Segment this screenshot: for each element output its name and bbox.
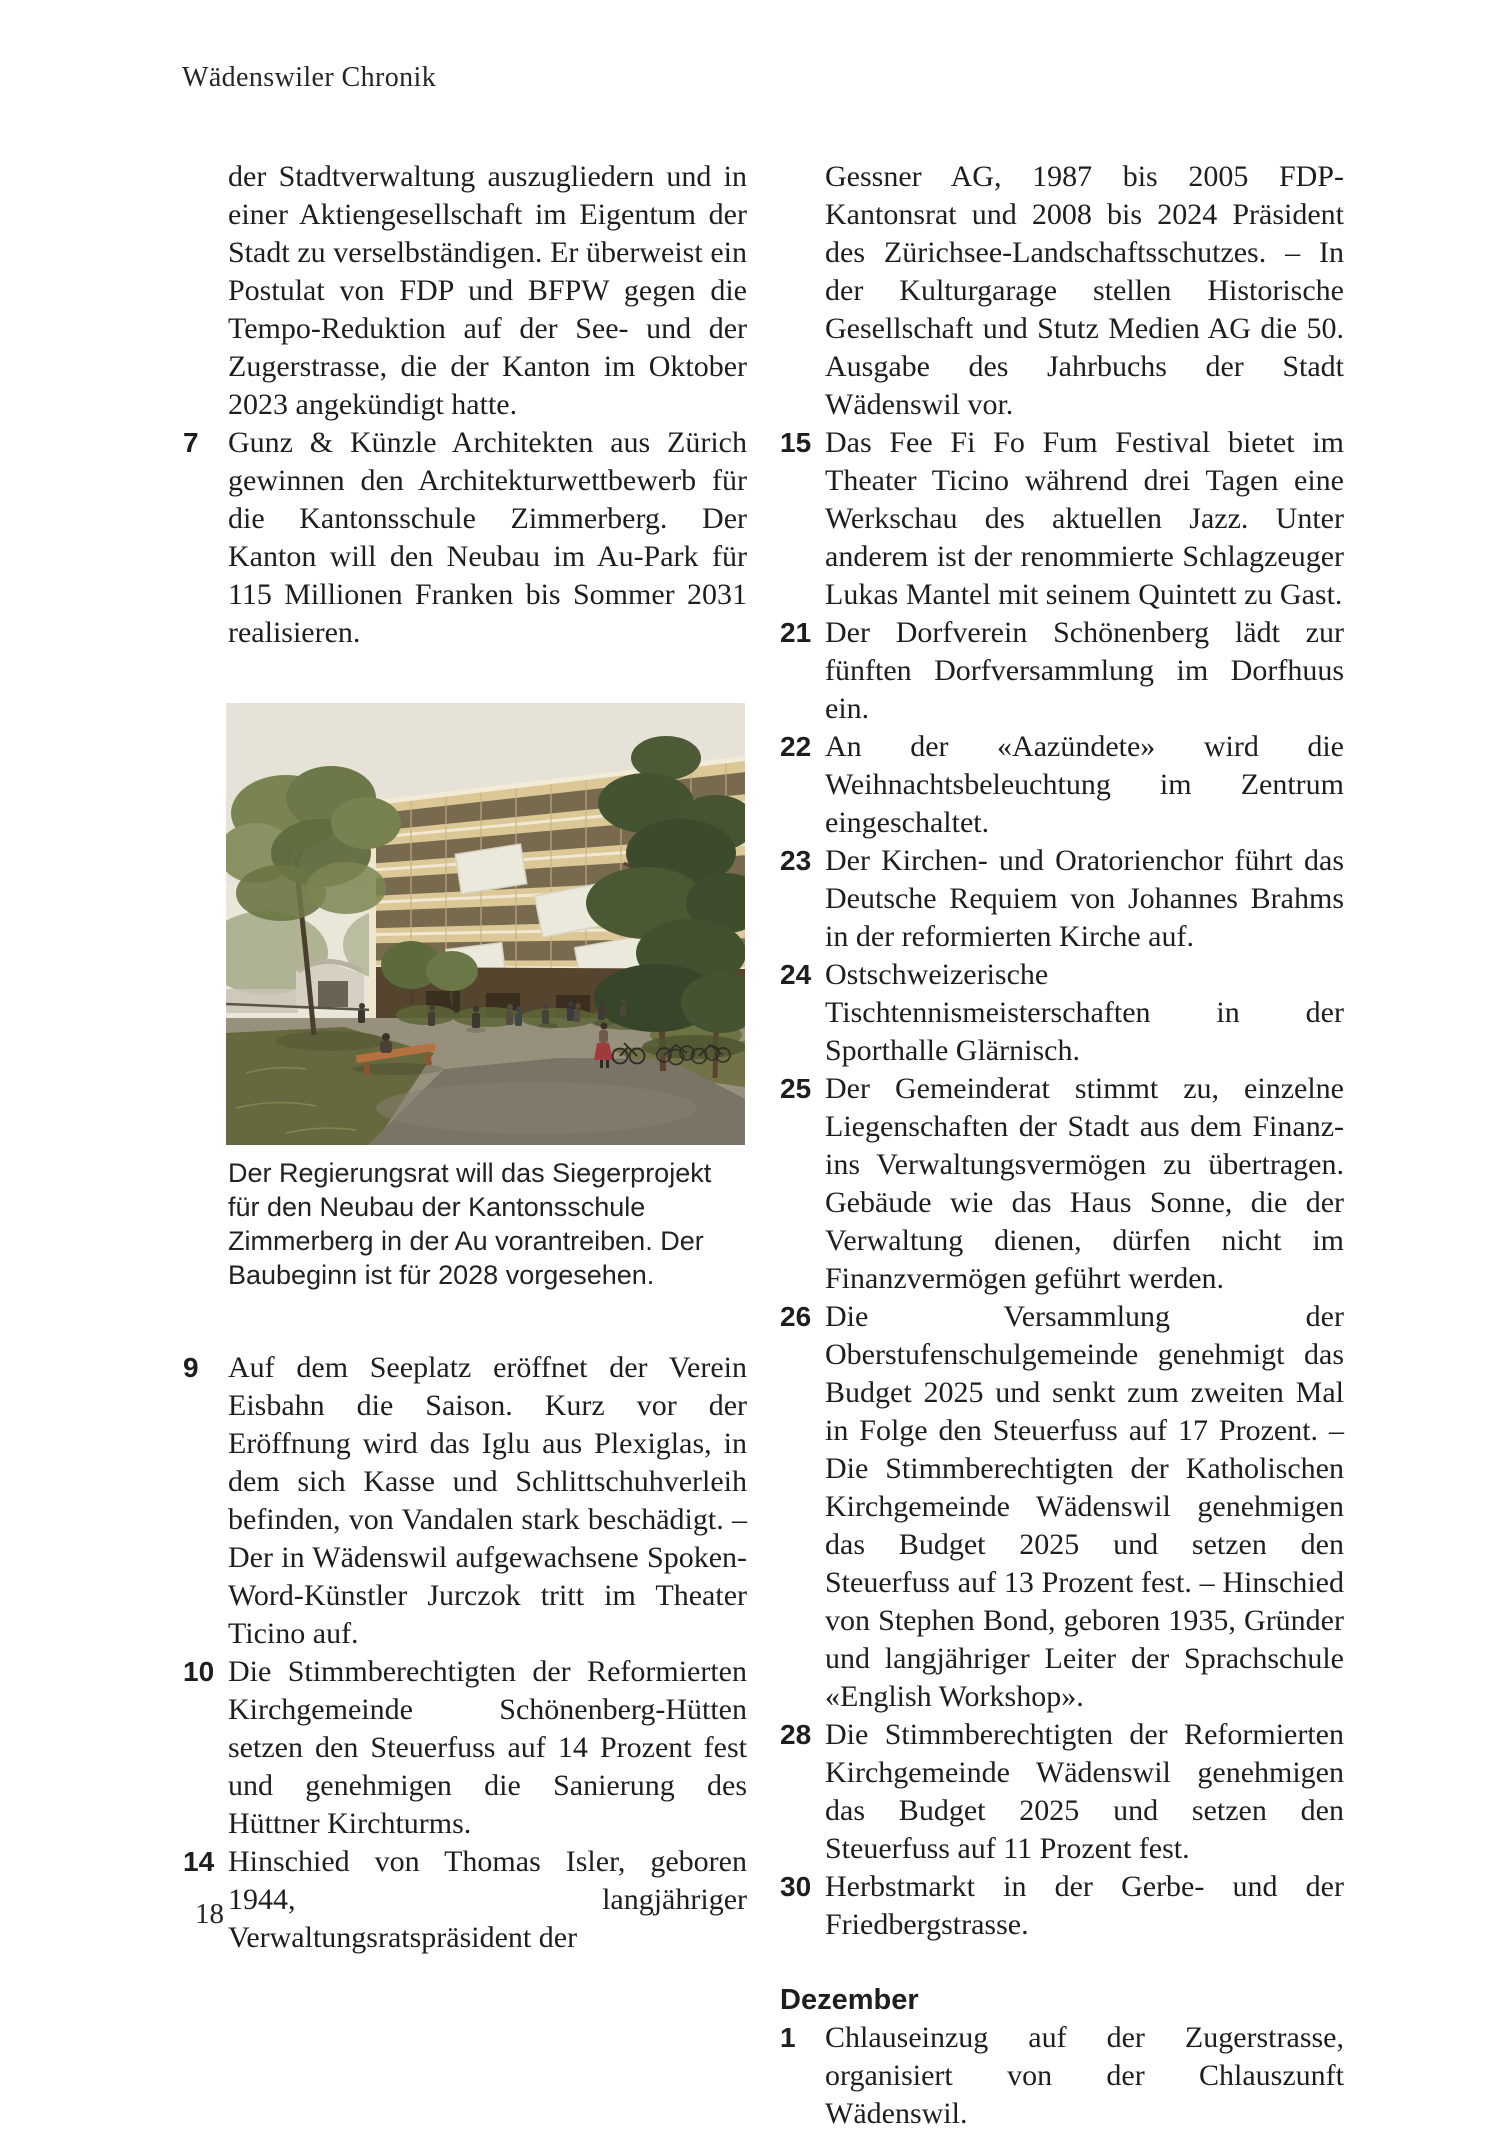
page-number: 18 <box>195 1898 224 1930</box>
chronicle-entry <box>780 956 1344 1070</box>
chronicle-entry <box>183 1653 747 1843</box>
entry-day-number: 1 <box>780 2022 796 2053</box>
left-column-bottom <box>183 1349 747 1957</box>
entry-day-number: 24 <box>780 959 812 990</box>
entry-text: Chlauseinzug auf der Zugerstrasse, organisiert von der Chlauszunft Wädenswil. <box>825 2021 1344 2130</box>
chronicle-entry <box>780 614 1344 728</box>
entry-day-number: 15 <box>780 427 812 458</box>
chronicle-entry <box>183 424 747 652</box>
seated-person <box>382 1033 390 1041</box>
entry-day-number: 14 <box>183 1846 215 1877</box>
entry-text: Der Kirchen- und Oratorienchor führt das Deutsche Requiem von Johannes Brahms in der reformierten Kirche auf. <box>825 844 1344 953</box>
entry-text: Gunz & Künzle Architekten aus Zürich gewinnen den Architekturwettbewerb für die Kantonsschule Zimmerberg. Der Kanton will den Neubau im Au-Park für 115 Millionen Franken bis Sommer 2031 realisieren. <box>228 426 747 649</box>
entry-text: Herbstmarkt in der Gerbe- und der Friedbergstrasse. <box>825 1870 1344 1941</box>
running-header <box>182 62 436 94</box>
entry-day-number: 28 <box>780 1719 812 1750</box>
entry-text: Der Dorfverein Schönenberg lädt zur fünften Dorfversammlung im Dorfhuus ein. <box>825 616 1344 725</box>
chronicle-entry <box>780 2019 1344 2133</box>
entry-day-number: 9 <box>183 1352 199 1383</box>
entry-text: Die Stimmberechtigten der Reformierten Kirchgemeinde Schönenberg-Hütten setzen den Steuerfuss auf 14 Prozent fest und genehmigen die Sanierung des Hüttner Kirchturms. <box>228 1655 747 1840</box>
chronicle-entry <box>780 842 1344 956</box>
entry-text: Das Fee Fi Fo Fum Festival bietet im Theater Ticino während drei Tagen eine Werkschau des aktuellen Jazz. Unter anderem ist der renommierte Schlagzeuger Lukas Mantel mit seinem Quintett zu Gast. <box>825 426 1344 611</box>
continuation-paragraph: Gessner AG, 1987 bis 2005 FDP-Kantonsrat und 2008 bis 2024 Präsident des Zürichsee-Landschaftsschutzes. – In der Kulturgarage stellen Historische Gesellschaft und Stutz Medien AG die 50. Ausgabe des Jahrbuchs der Stadt Wädenswil vor. <box>825 160 1344 421</box>
entry-text: Der Gemeinderat stimmt zu, einzelne Liegenschaften der Stadt aus dem Finanz- ins Verwaltungsvermögen zu übertragen. Gebäude wie das Haus Sonne, die der Verwaltung dienen, dürfen nicht im Finanzvermögen geführt werden. <box>825 1072 1344 1295</box>
right-column <box>780 158 1344 2133</box>
left-column-top <box>183 158 747 652</box>
figure-image <box>226 703 745 1145</box>
figure-caption: Der Regierungsrat will das Siegerprojekt für den Neubau der Kantonsschule Zimmerberg in der Au vorantreiben. Der Baubeginn ist für 2028 vorgesehen. <box>228 1158 712 1290</box>
entry-text: Auf dem Seeplatz eröffnet der Verein Eisbahn die Saison. Kurz vor der Eröffnung wird das Iglu aus Plexiglas, in dem sich Kasse und Schlittschuhverleih befinden, von Vandalen stark beschädigt. – Der in Wädenswil aufgewachsene Spoken-Word-Künstler Jurczok tritt im Theater Ticino auf. <box>228 1351 747 1650</box>
entry-day-number: 25 <box>780 1073 812 1104</box>
chronicle-entry <box>780 728 1344 842</box>
continuation-paragraph: der Stadtverwaltung auszugliedern und in einer Aktiengesellschaft im Eigentum der Stadt zu verselbständigen. Er überweist ein Postulat von FDP und BFPW gegen die Tempo-Reduktion auf der See- und der Zugerstrasse, die der Kanton im Oktober 2023 angekündigt hatte. <box>228 160 747 421</box>
chronicle-entry <box>780 1716 1344 1868</box>
entry-day-number: 7 <box>183 427 199 458</box>
entry-text: Hinschied von Thomas Isler, geboren 1944, langjähriger Verwaltungsratspräsident der <box>228 1845 747 1954</box>
chronicle-entry <box>183 1843 747 1957</box>
entry-day-number: 22 <box>780 731 812 762</box>
architecture-rendering <box>226 703 745 1145</box>
chronicle-entry <box>183 1349 747 1653</box>
page-title: Wädenswiler Chronik <box>182 62 437 93</box>
entry-day-number: 21 <box>780 617 812 648</box>
chronicle-entry <box>780 1070 1344 1298</box>
chronicle-entry <box>780 424 1344 614</box>
entry-text: Die Versammlung der Oberstufenschulgemeinde genehmigt das Budget 2025 und senkt zum zweiten Mal in Folge den Steuerfuss auf 17 Prozent. – Die Stimmberechtigten der Katholischen Kirchgemeinde Wädenswil genehmigen das Budget 2025 und setzen den Steuerfuss auf 13 Prozent fest. – Hinschied von Stephen Bond, geboren 1935, Gründer und langjähriger Leiter der Sprachschule «English Workshop». <box>825 1300 1344 1713</box>
entry-day-number: 26 <box>780 1301 812 1332</box>
entry-day-number: 10 <box>183 1656 215 1687</box>
entry-day-number: 30 <box>780 1871 812 1902</box>
chronicle-entry <box>780 1298 1344 1716</box>
month-heading: Dezember <box>780 1984 919 2016</box>
chronicle-entry <box>780 1868 1344 1944</box>
entry-text: Die Stimmberechtigten der Reformierten Kirchgemeinde Wädenswil genehmigen das Budget 2025 und setzen den Steuerfuss auf 11 Prozent fest. <box>825 1718 1344 1865</box>
entry-text: An der «Aazündete» wird die Weihnachtsbeleuchtung im Zentrum eingeschaltet. <box>825 730 1344 839</box>
entry-text: Ostschweizerische Tischtennismeisterschaften in der Sporthalle Glärnisch. <box>825 958 1344 1067</box>
entry-day-number: 23 <box>780 845 812 876</box>
